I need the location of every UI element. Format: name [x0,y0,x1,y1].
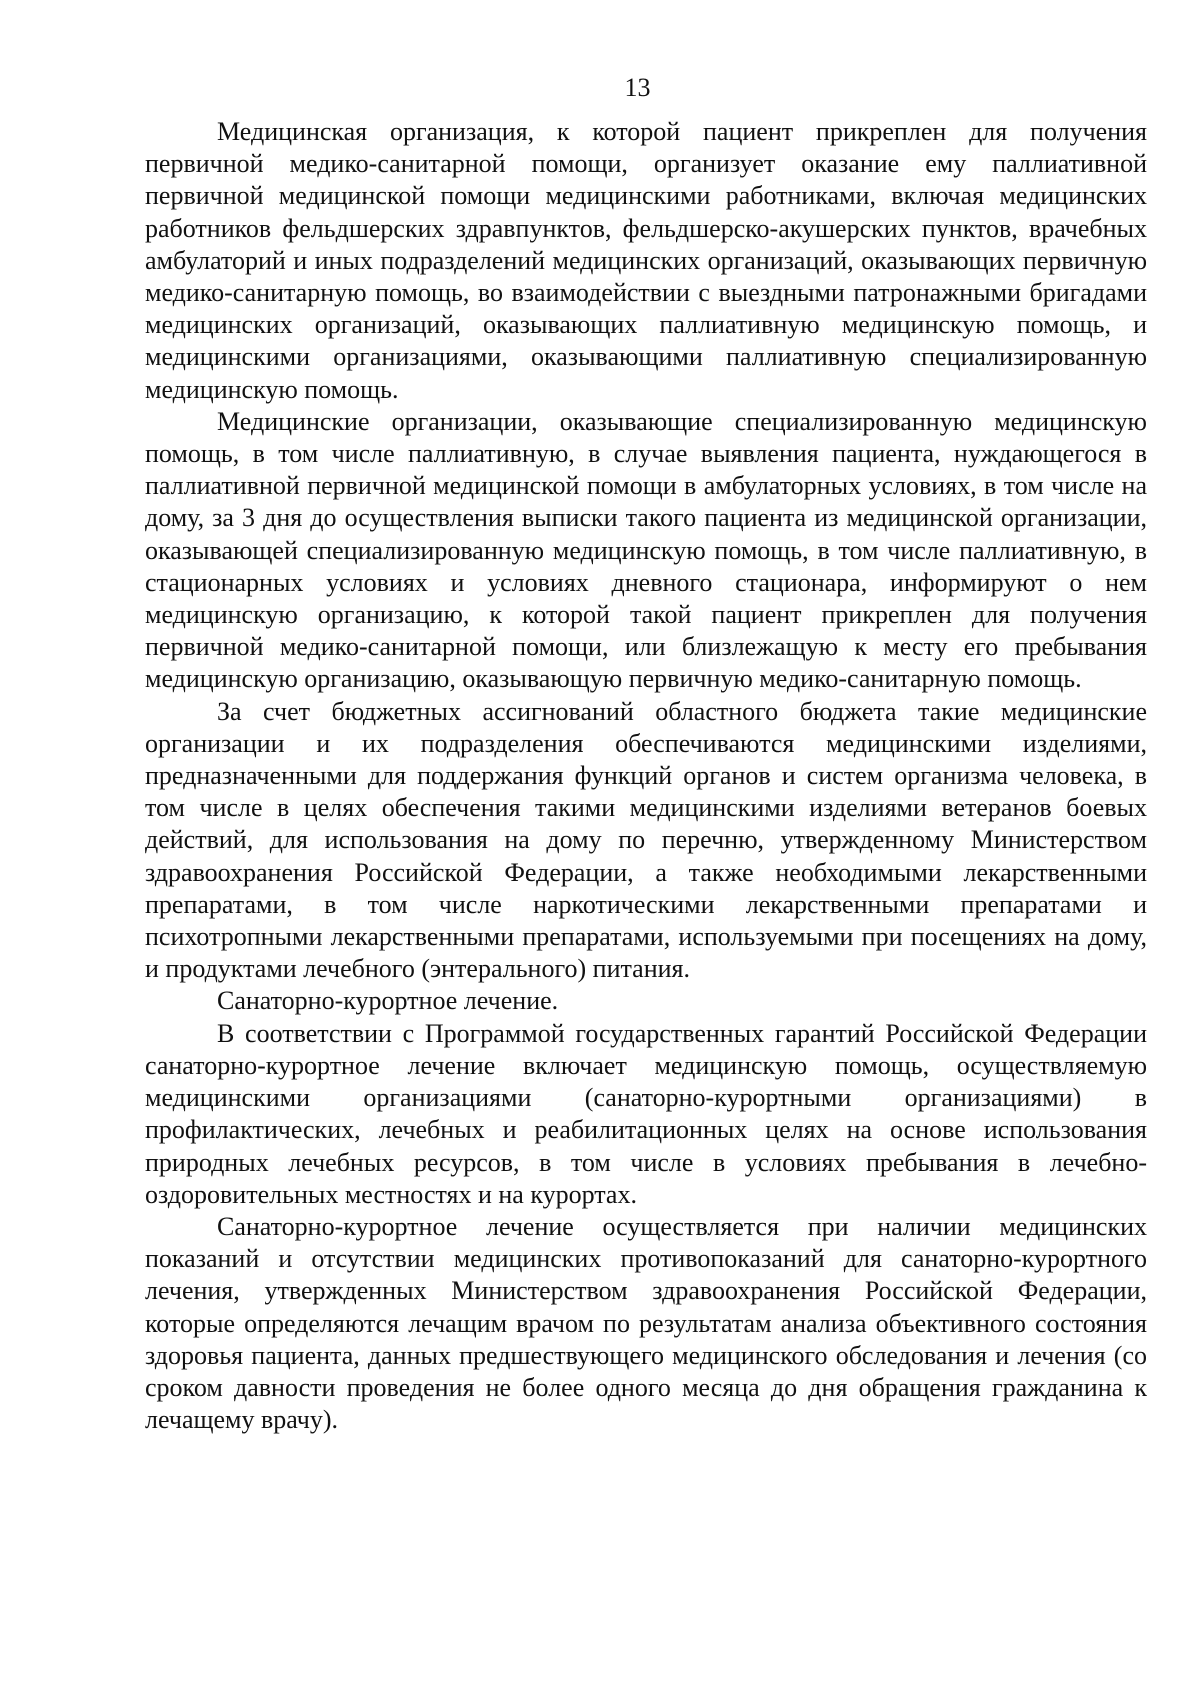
section-heading-sanatorium-treatment: Санаторно-курортное лечение. [217,986,559,1016]
page-number: 13 [624,73,651,102]
paragraph-palliative-primary-care: Медицинская организация, к которой пациент прикреплен для получения первичной медико-санитарной помощи, организует оказание ему паллиативной первичной медицинской помощи медицинскими работниками, включая медицинских работников фельдшерских здравпунктов, фельдшерско-акушерских пунктов, врачебных амбулаторий и иных подразделений медицинских организаций, оказывающих первичную медико-санитарную помощь, во взаимодействии с выездными патронажными бригадами медицинских организаций, оказывающих паллиативную медицинскую помощь, и медицинскими организациями, оказывающими паллиативную специализированную медицинскую помощь. [145,117,1147,404]
paragraph-specialized-care-notification: Медицинские организации, оказывающие специализированную медицинскую помощь, в том числе паллиативную, в случае выявления пациента, нуждающегося в паллиативной первичной медицинской помощи в амбулаторных условиях, в том числе на дому, за 3 дня до осуществления выписки такого пациента из медицинской организации, оказывающей специализированную медицинскую помощь, в том числе паллиативную, в стационарных условиях и условиях дневного стационара, информируют о нем медицинскую организацию, к которой такой пациент прикреплен для получения первичной медико-санитарной помощи, или близлежащую к месту его пребывания медицинскую организацию, оказывающую первичную медико-санитарную помощь. [145,406,1147,694]
paragraph-budget-funding: За счет бюджетных ассигнований областного бюджета такие медицинские организации и их подразделения обеспечиваются медицинскими изделиями, предназначенными для поддержания функций органов и систем организма человека, в том числе в целях обеспечения такими медицинскими изделиями ветеранов боевых действий, для использования на дому по перечню, утвержденному Министерством здравоохранения Российской Федерации, а также необходимыми лекарственными препаратами, в том числе наркотическими лекарственными препаратами и психотропными лекарственными препаратами, используемыми при посещениях на дому, и продуктами лечебного (энтерального) питания. [145,696,1147,984]
paragraph-medical-indications: Санаторно-курортное лечение осуществляется при наличии медицинских показаний и отсутствии медицинских противопоказаний для санаторно-курортного лечения, утвержденных Министерством здравоохранения Российской Федерации, которые определяются лечащим врачом по результатам анализа объективного состояния здоровья пациента, данных предшествующего медицинского обследования и лечения (со сроком давности проведения не более одного месяца до дня обращения гражданина к лечащему врачу). [145,1211,1147,1435]
document-body [145,116,1147,1436]
paragraph-state-guarantees-program: В соответствии с Программой государственных гарантий Российской Федерации санаторно-курортное лечение включает медицинскую помощь, осуществляемую медицинскими организациями (санаторно-курортными организациями) в профилактических, лечебных и реабилитационных целях на основе использования природных лечебных ресурсов, в том числе в условиях пребывания в лечебно-оздоровительных местностях и на курортах. [145,1018,1147,1209]
